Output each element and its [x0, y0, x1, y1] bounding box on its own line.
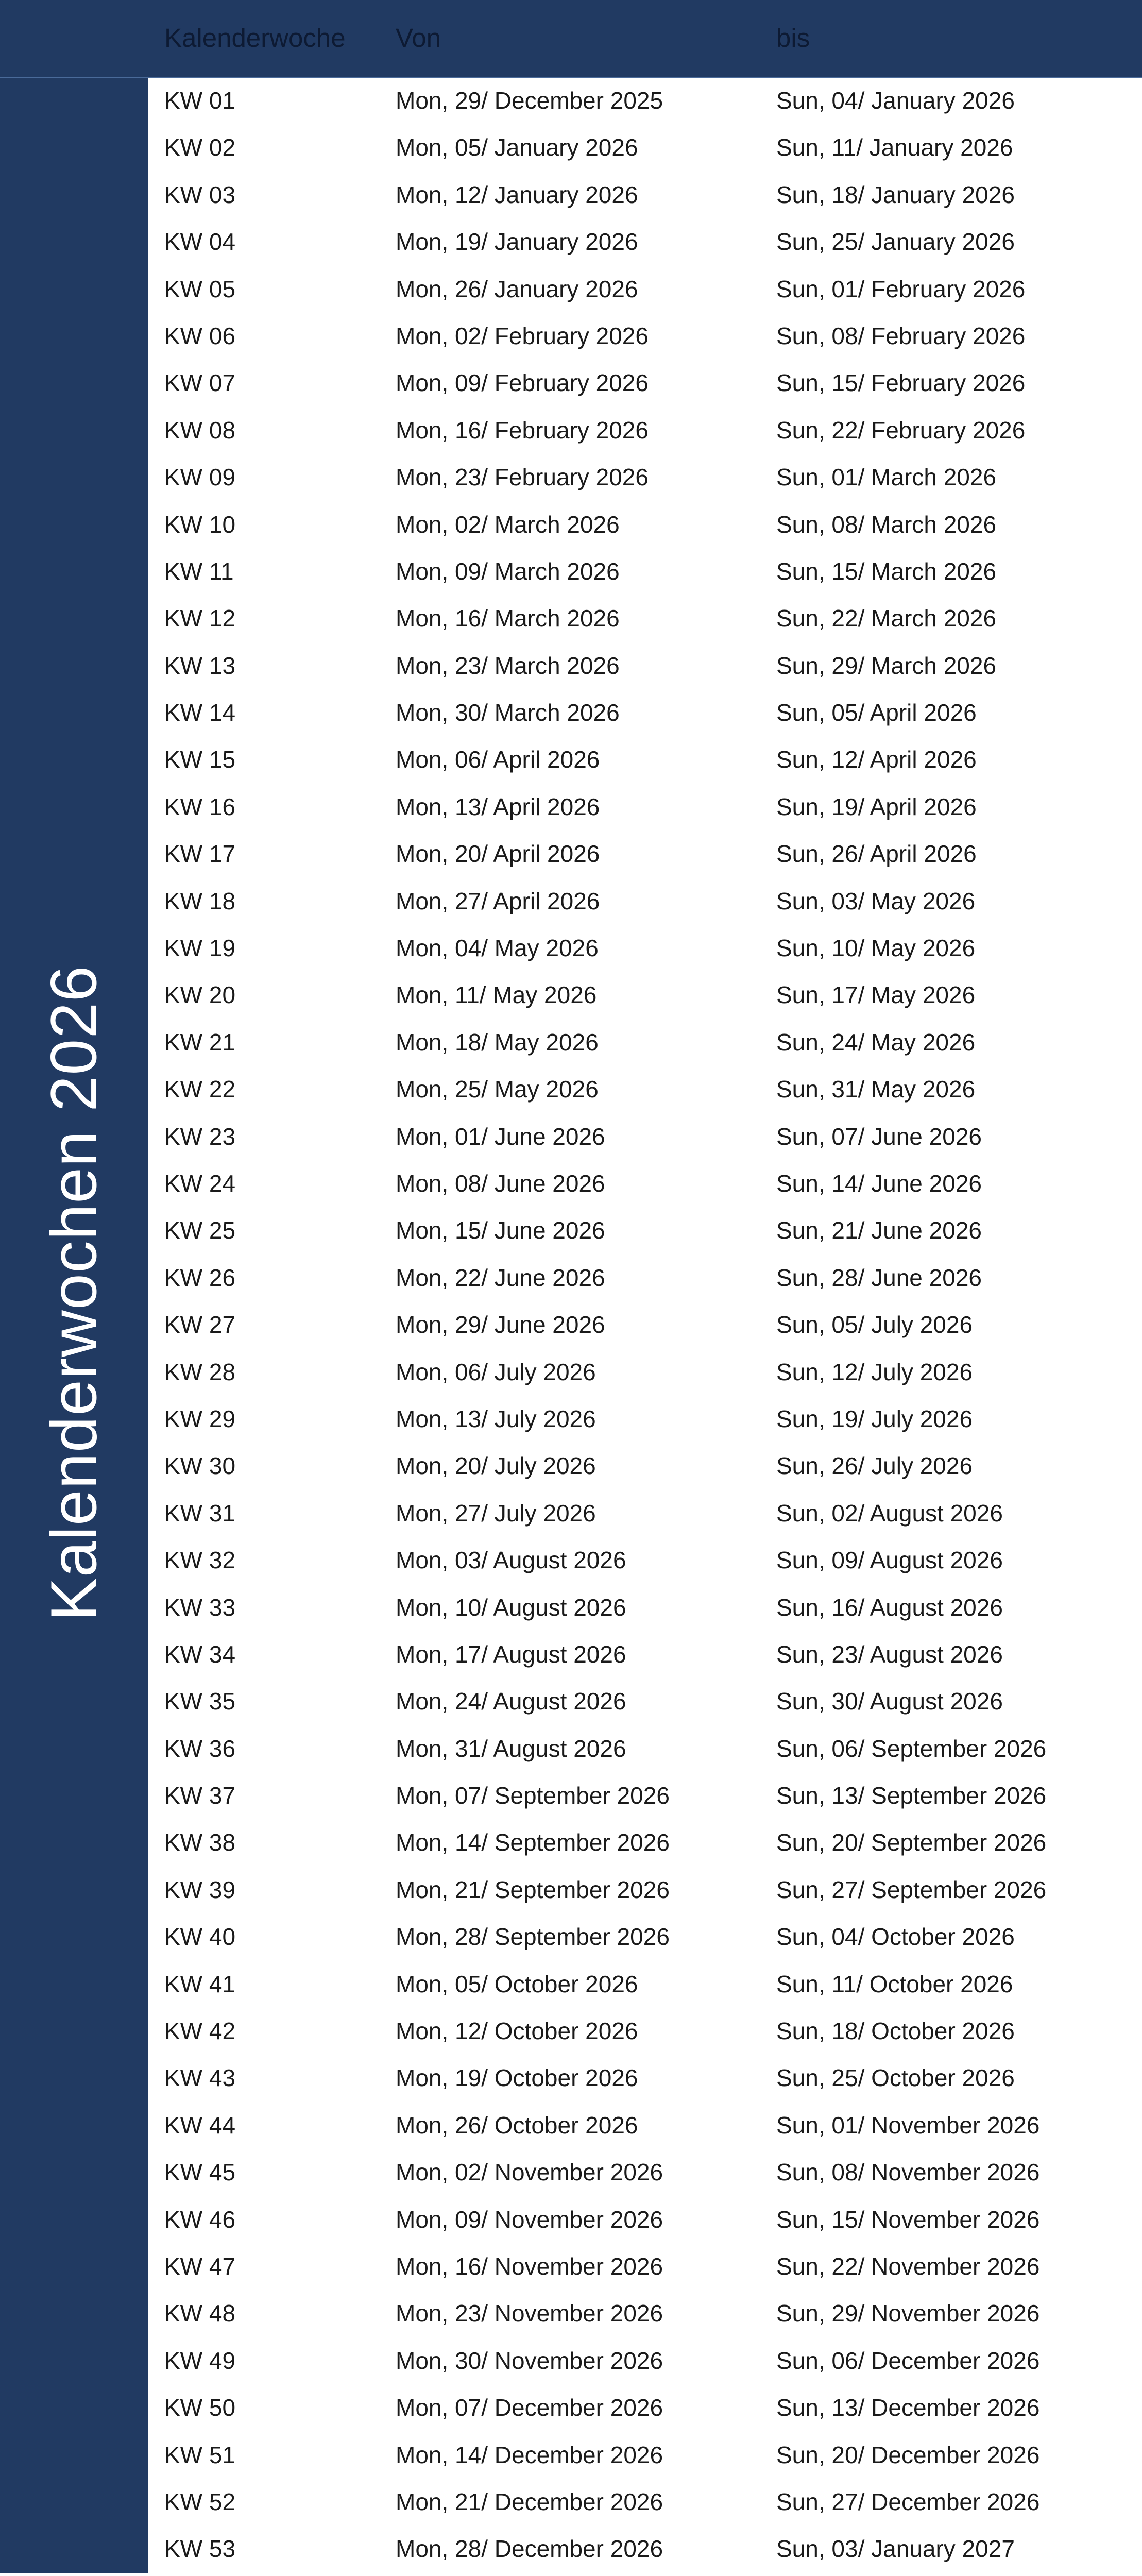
week-number: KW 45 [164, 2159, 236, 2186]
week-end-date: Sun, 20/ September 2026 [776, 1829, 1047, 1856]
table-row [148, 172, 1142, 218]
week-end-date: Sun, 27/ September 2026 [776, 1876, 1047, 1903]
week-end-date: Sun, 08/ March 2026 [776, 511, 997, 538]
week-end-date: Sun, 15/ March 2026 [776, 557, 997, 585]
week-end-date: Sun, 09/ August 2026 [776, 1547, 1003, 1574]
table-row [148, 1396, 1142, 1443]
week-number: KW 47 [164, 2252, 236, 2280]
week-start-date: Mon, 02/ February 2026 [396, 322, 649, 349]
table-row [148, 595, 1142, 642]
week-number: KW 02 [164, 134, 236, 161]
week-number: KW 08 [164, 416, 236, 444]
week-start-date: Mon, 23/ November 2026 [396, 2300, 663, 2327]
week-number: KW 12 [164, 605, 236, 632]
table-row [148, 454, 1142, 501]
week-start-date: Mon, 19/ January 2026 [396, 228, 638, 256]
week-number: KW 46 [164, 2206, 236, 2233]
week-number: KW 31 [164, 1499, 236, 1527]
week-number: KW 26 [164, 1264, 236, 1291]
week-table [148, 77, 1142, 2573]
table-row [148, 2479, 1142, 2526]
week-number: KW 22 [164, 1076, 236, 1103]
table-row [148, 1961, 1142, 2008]
table-row [148, 1631, 1142, 1678]
table-row [148, 360, 1142, 406]
week-end-date: Sun, 20/ December 2026 [776, 2441, 1040, 2468]
week-start-date: Mon, 27/ July 2026 [396, 1499, 596, 1527]
week-start-date: Mon, 25/ May 2026 [396, 1076, 599, 1103]
table-row [148, 689, 1142, 736]
week-end-date: Sun, 06/ December 2026 [776, 2347, 1040, 2374]
week-start-date: Mon, 26/ October 2026 [396, 2111, 638, 2139]
week-number: KW 09 [164, 464, 236, 491]
week-end-date: Sun, 21/ June 2026 [776, 1217, 982, 1244]
week-start-date: Mon, 20/ April 2026 [396, 840, 600, 868]
week-end-date: Sun, 04/ October 2026 [776, 1923, 1015, 1951]
week-number: KW 39 [164, 1876, 236, 1903]
table-row [148, 2055, 1142, 2102]
week-end-date: Sun, 17/ May 2026 [776, 981, 976, 1009]
week-number: KW 23 [164, 1123, 236, 1150]
week-number: KW 10 [164, 511, 236, 538]
week-end-date: Sun, 15/ November 2026 [776, 2206, 1040, 2233]
table-row [148, 925, 1142, 972]
week-start-date: Mon, 31/ August 2026 [396, 1735, 626, 1762]
table-row [148, 1113, 1142, 1160]
week-start-date: Mon, 16/ November 2026 [396, 2252, 663, 2280]
table-row [148, 1301, 1142, 1348]
week-number: KW 52 [164, 2488, 236, 2515]
week-number: KW 30 [164, 1452, 236, 1480]
table-row [148, 972, 1142, 1019]
table-row [148, 1443, 1142, 1489]
week-number: KW 38 [164, 1829, 236, 1856]
table-header [0, 0, 1142, 78]
table-row [148, 548, 1142, 595]
week-end-date: Sun, 12/ April 2026 [776, 746, 977, 773]
week-start-date: Mon, 23/ March 2026 [396, 652, 620, 679]
week-start-date: Mon, 07/ December 2026 [396, 2394, 663, 2421]
week-number: KW 32 [164, 1547, 236, 1574]
week-number: KW 19 [164, 935, 236, 962]
table-row [148, 1678, 1142, 1725]
week-number: KW 17 [164, 840, 236, 868]
table-row [148, 831, 1142, 877]
table-row [148, 2432, 1142, 2479]
week-number: KW 18 [164, 887, 236, 914]
week-number: KW 40 [164, 1923, 236, 1951]
week-start-date: Mon, 01/ June 2026 [396, 1123, 605, 1150]
week-end-date: Sun, 23/ August 2026 [776, 1640, 1003, 1668]
week-start-date: Mon, 16/ March 2026 [396, 605, 620, 632]
week-start-date: Mon, 03/ August 2026 [396, 1547, 626, 1574]
table-row [148, 1207, 1142, 1254]
table-row [148, 1772, 1142, 1819]
week-number: KW 35 [164, 1688, 236, 1715]
week-start-date: Mon, 08/ June 2026 [396, 1170, 605, 1197]
week-end-date: Sun, 24/ May 2026 [776, 1028, 976, 1056]
week-end-date: Sun, 03/ May 2026 [776, 887, 976, 914]
table-row [148, 1819, 1142, 1866]
week-number: KW 05 [164, 275, 236, 302]
week-number: KW 50 [164, 2394, 236, 2421]
week-start-date: Mon, 22/ June 2026 [396, 1264, 605, 1291]
week-start-date: Mon, 14/ December 2026 [396, 2441, 663, 2468]
table-row [148, 2526, 1142, 2572]
table-row [148, 1913, 1142, 1960]
table-row [148, 2196, 1142, 2243]
week-start-date: Mon, 11/ May 2026 [396, 981, 597, 1009]
week-end-date: Sun, 01/ March 2026 [776, 464, 997, 491]
week-end-date: Sun, 19/ July 2026 [776, 1405, 973, 1432]
table-row [148, 407, 1142, 454]
week-number: KW 41 [164, 1970, 236, 1997]
week-start-date: Mon, 17/ August 2026 [396, 1640, 626, 1668]
week-number: KW 24 [164, 1170, 236, 1197]
table-row [148, 642, 1142, 689]
week-end-date: Sun, 03/ January 2027 [776, 2535, 1015, 2563]
week-end-date: Sun, 13/ September 2026 [776, 1782, 1047, 1809]
week-end-date: Sun, 22/ March 2026 [776, 605, 997, 632]
week-start-date: Mon, 13/ July 2026 [396, 1405, 596, 1432]
week-end-date: Sun, 26/ April 2026 [776, 840, 977, 868]
week-number: KW 11 [164, 557, 234, 585]
week-start-date: Mon, 09/ November 2026 [396, 2206, 663, 2233]
week-start-date: Mon, 14/ September 2026 [396, 1829, 670, 1856]
week-start-date: Mon, 21/ September 2026 [396, 1876, 670, 1903]
week-start-date: Mon, 13/ April 2026 [396, 793, 600, 820]
table-row [148, 1725, 1142, 1772]
table-row [148, 1584, 1142, 1631]
table-row [148, 2102, 1142, 2149]
week-end-date: Sun, 04/ January 2026 [776, 87, 1015, 114]
week-number: KW 03 [164, 181, 236, 208]
table-row [148, 2337, 1142, 2384]
week-start-date: Mon, 24/ August 2026 [396, 1688, 626, 1715]
table-row [148, 878, 1142, 925]
week-start-date: Mon, 29/ June 2026 [396, 1311, 605, 1338]
table-row [148, 1867, 1142, 1913]
week-number: KW 15 [164, 746, 236, 773]
table-row [148, 2149, 1142, 2196]
week-start-date: Mon, 09/ February 2026 [396, 369, 649, 397]
week-end-date: Sun, 12/ July 2026 [776, 1358, 973, 1385]
week-number: KW 20 [164, 981, 236, 1009]
table-row [148, 1066, 1142, 1113]
table-row [148, 501, 1142, 548]
week-number: KW 36 [164, 1735, 236, 1762]
week-end-date: Sun, 08/ November 2026 [776, 2159, 1040, 2186]
week-end-date: Sun, 25/ January 2026 [776, 228, 1015, 256]
week-start-date: Mon, 12/ January 2026 [396, 181, 638, 208]
week-end-date: Sun, 31/ May 2026 [776, 1076, 976, 1103]
week-end-date: Sun, 13/ December 2026 [776, 2394, 1040, 2421]
week-number: KW 42 [164, 2018, 236, 2045]
table-row [148, 2008, 1142, 2055]
week-number: KW 37 [164, 1782, 236, 1809]
week-number: KW 27 [164, 1311, 236, 1338]
week-number: KW 48 [164, 2300, 236, 2327]
week-end-date: Sun, 19/ April 2026 [776, 793, 977, 820]
table-row [148, 736, 1142, 783]
week-start-date: Mon, 19/ October 2026 [396, 2064, 638, 2092]
week-end-date: Sun, 25/ October 2026 [776, 2064, 1015, 2092]
week-start-date: Mon, 27/ April 2026 [396, 887, 600, 914]
header-bis: bis [776, 23, 810, 53]
week-end-date: Sun, 29/ March 2026 [776, 652, 997, 679]
week-number: KW 07 [164, 369, 236, 397]
week-end-date: Sun, 08/ February 2026 [776, 322, 1026, 349]
week-start-date: Mon, 29/ December 2025 [396, 87, 663, 114]
table-row [148, 1019, 1142, 1066]
table-row [148, 784, 1142, 831]
week-end-date: Sun, 05/ April 2026 [776, 699, 977, 726]
week-number: KW 49 [164, 2347, 236, 2374]
week-start-date: Mon, 02/ March 2026 [396, 511, 620, 538]
week-start-date: Mon, 04/ May 2026 [396, 935, 599, 962]
week-start-date: Mon, 30/ November 2026 [396, 2347, 663, 2374]
week-start-date: Mon, 28/ December 2026 [396, 2535, 663, 2563]
week-number: KW 29 [164, 1405, 236, 1432]
week-start-date: Mon, 26/ January 2026 [396, 275, 638, 302]
week-number: KW 44 [164, 2111, 236, 2139]
week-start-date: Mon, 15/ June 2026 [396, 1217, 605, 1244]
table-row [148, 1490, 1142, 1537]
week-start-date: Mon, 06/ July 2026 [396, 1358, 596, 1385]
week-number: KW 21 [164, 1028, 236, 1056]
week-end-date: Sun, 29/ November 2026 [776, 2300, 1040, 2327]
table-row [148, 2384, 1142, 2431]
week-end-date: Sun, 22/ February 2026 [776, 416, 1026, 444]
table-row [148, 2290, 1142, 2337]
week-number: KW 04 [164, 228, 236, 256]
header-kalenderwoche: Kalenderwoche [164, 23, 346, 53]
week-start-date: Mon, 30/ March 2026 [396, 699, 620, 726]
table-row [148, 1537, 1142, 1584]
week-start-date: Mon, 09/ March 2026 [396, 557, 620, 585]
week-end-date: Sun, 15/ February 2026 [776, 369, 1026, 397]
table-row [148, 124, 1142, 171]
week-start-date: Mon, 21/ December 2026 [396, 2488, 663, 2515]
table-row [148, 1255, 1142, 1301]
week-start-date: Mon, 05/ January 2026 [396, 134, 638, 161]
week-end-date: Sun, 02/ August 2026 [776, 1499, 1003, 1527]
week-start-date: Mon, 23/ February 2026 [396, 464, 649, 491]
week-number: KW 13 [164, 652, 236, 679]
week-end-date: Sun, 11/ January 2026 [776, 134, 1013, 161]
week-number: KW 06 [164, 322, 236, 349]
week-end-date: Sun, 30/ August 2026 [776, 1688, 1003, 1715]
week-end-date: Sun, 26/ July 2026 [776, 1452, 973, 1480]
week-end-date: Sun, 18/ January 2026 [776, 181, 1015, 208]
week-end-date: Sun, 14/ June 2026 [776, 1170, 982, 1197]
week-number: KW 51 [164, 2441, 236, 2468]
week-end-date: Sun, 01/ February 2026 [776, 275, 1026, 302]
week-number: KW 28 [164, 1358, 236, 1385]
week-number: KW 33 [164, 1594, 236, 1621]
week-start-date: Mon, 07/ September 2026 [396, 1782, 670, 1809]
week-end-date: Sun, 22/ November 2026 [776, 2252, 1040, 2280]
week-end-date: Sun, 06/ September 2026 [776, 1735, 1047, 1762]
week-number: KW 34 [164, 1640, 236, 1668]
week-number: KW 01 [164, 87, 236, 114]
week-end-date: Sun, 16/ August 2026 [776, 1594, 1003, 1621]
table-row [148, 313, 1142, 360]
page-title: Kalenderwochen 2026 [37, 965, 110, 1621]
week-end-date: Sun, 11/ October 2026 [776, 1970, 1013, 1997]
week-start-date: Mon, 10/ August 2026 [396, 1594, 626, 1621]
table-row [148, 2243, 1142, 2290]
week-end-date: Sun, 18/ October 2026 [776, 2018, 1015, 2045]
week-start-date: Mon, 20/ July 2026 [396, 1452, 596, 1480]
week-start-date: Mon, 12/ October 2026 [396, 2018, 638, 2045]
week-end-date: Sun, 01/ November 2026 [776, 2111, 1040, 2139]
week-number: KW 14 [164, 699, 236, 726]
week-end-date: Sun, 27/ December 2026 [776, 2488, 1040, 2515]
week-number: KW 53 [164, 2535, 236, 2563]
week-end-date: Sun, 05/ July 2026 [776, 1311, 973, 1338]
week-end-date: Sun, 07/ June 2026 [776, 1123, 982, 1150]
table-row [148, 77, 1142, 124]
week-start-date: Mon, 05/ October 2026 [396, 1970, 638, 1997]
table-row [148, 1349, 1142, 1396]
week-number: KW 16 [164, 793, 236, 820]
week-start-date: Mon, 02/ November 2026 [396, 2159, 663, 2186]
week-start-date: Mon, 16/ February 2026 [396, 416, 649, 444]
week-start-date: Mon, 06/ April 2026 [396, 746, 600, 773]
table-row [148, 266, 1142, 313]
header-von: Von [396, 23, 441, 53]
week-number: KW 43 [164, 2064, 236, 2092]
week-number: KW 25 [164, 1217, 236, 1244]
week-end-date: Sun, 10/ May 2026 [776, 935, 976, 962]
week-start-date: Mon, 28/ September 2026 [396, 1923, 670, 1951]
table-row [148, 218, 1142, 265]
week-end-date: Sun, 28/ June 2026 [776, 1264, 982, 1291]
table-row [148, 1160, 1142, 1207]
week-start-date: Mon, 18/ May 2026 [396, 1028, 599, 1056]
